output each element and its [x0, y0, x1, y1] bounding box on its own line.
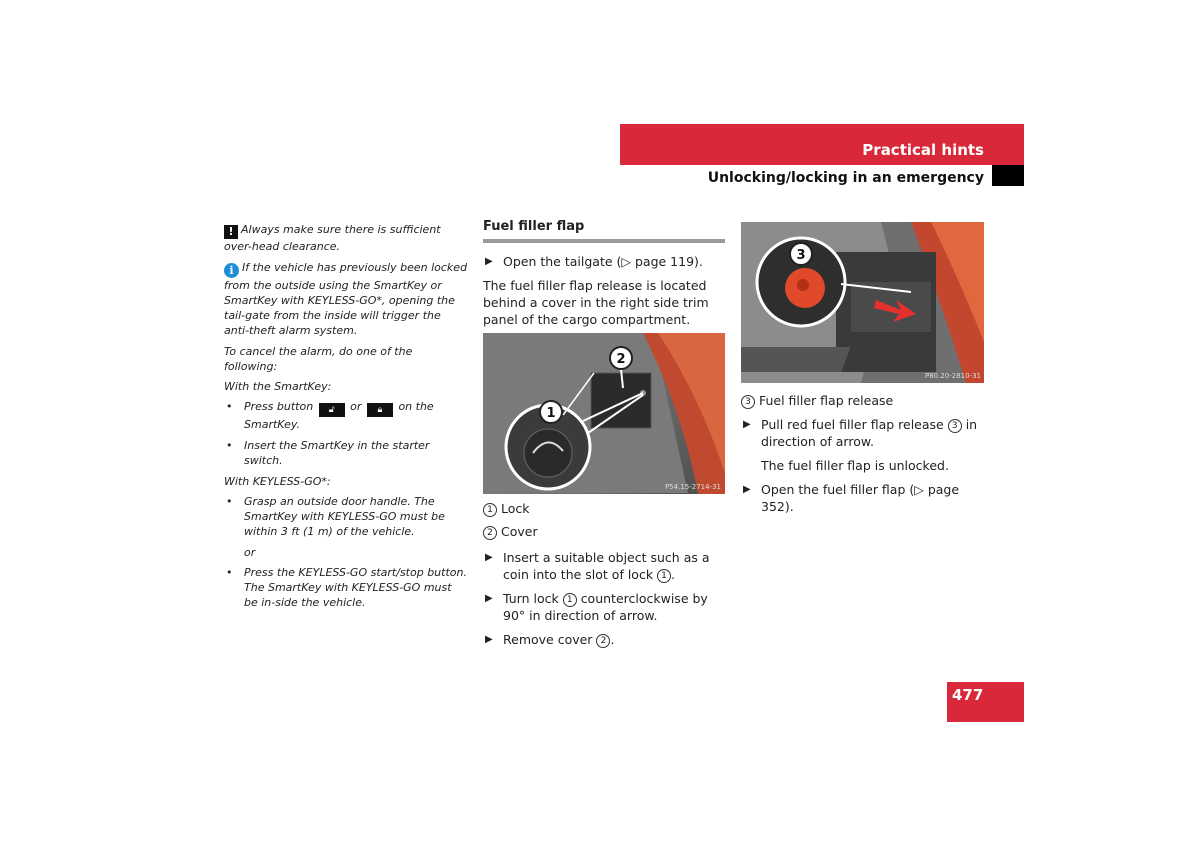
with-smartkey-label: With the SmartKey: — [224, 380, 332, 393]
bullet-start-stop: • Press the KEYLESS-GO start/stop button. The SmartKey with KEYLESS-GO must be in-side the vehicle. — [226, 566, 467, 609]
middle-column — [483, 218, 725, 330]
section-heading: Fuel filler flap — [483, 219, 585, 234]
callout-1: 1 — [546, 406, 556, 421]
step-turn-lock: ▶ Turn lock 1 counterclockwise by 90° in direction of arrow. — [485, 591, 708, 623]
unlock-key-icon: 🔓︎ — [319, 403, 345, 417]
cancel-text: To cancel the alarm, do one of the following: — [224, 345, 413, 373]
header-black-block — [992, 165, 1024, 186]
bullet-press-button: • Press button 🔓︎ or 🔒︎ on the SmartKey. — [226, 400, 434, 431]
right-column — [741, 392, 985, 522]
chapter-title: Practical hints — [862, 141, 984, 159]
lock-key-icon: 🔒︎ — [367, 403, 393, 417]
legend-cover: 2 Cover — [483, 523, 725, 540]
image-code-2: P80.20-2810-31 — [924, 372, 981, 380]
step-remove-cover: ▶ Remove cover 2 . — [485, 632, 615, 647]
step-pull-release: ▶ Pull red fuel filler flap release 3 in direction of arrow. — [743, 417, 978, 449]
warning-icon: ! — [224, 225, 238, 239]
step-open-tailgate: ▶ Open the tailgate (▷ page 119). — [485, 254, 703, 269]
section-subtitle: Unlocking/locking in an emergency — [707, 170, 984, 186]
callout-3: 3 — [796, 248, 806, 263]
bullet-insert-smartkey: • Insert the SmartKey in the starter switch. — [226, 439, 430, 467]
info-icon: i — [224, 263, 239, 278]
legend-lock: 1 Lock — [483, 500, 725, 517]
step-insert-object: ▶ Insert a suitable object such as a coin into the slot of lock 1 . — [485, 550, 710, 582]
or-text: or — [244, 546, 256, 559]
release-lever-image — [741, 222, 984, 383]
bullet-door-handle: • Grasp an outside door handle. The SmartKey with KEYLESS-GO must be within 3 ft (1 m) of the vehicle. — [226, 495, 445, 538]
location-paragraph: The fuel filler flap release is located behind a cover in the right side trim panel of the cargo compartment. — [483, 278, 709, 327]
middle-column-lower — [483, 500, 725, 655]
step-open-flap: ▶ Open the fuel filler flap (▷ page 352). — [743, 482, 960, 514]
image-code-1: P54.15-2714-31 — [664, 483, 721, 491]
result-text: The fuel filler flap is unlocked. — [761, 458, 949, 473]
callout-2: 2 — [616, 352, 626, 367]
page-number: 477 — [952, 686, 984, 704]
warning-note: ! Always make sure there is sufficient over-head clearance. — [224, 223, 441, 253]
cargo-cover-image — [483, 333, 725, 494]
section-rule — [483, 239, 725, 243]
info-note: i If the vehicle has previously been locked from the outside using the SmartKey or SmartKey with KEYLESS-GO*, opening the tail-gate from the inside will trigger the anti-theft alarm system. — [224, 261, 468, 337]
with-keyless-label: With KEYLESS-GO*: — [224, 475, 331, 488]
legend-release: 3 Fuel filler flap release — [741, 392, 985, 409]
left-column — [224, 222, 468, 616]
